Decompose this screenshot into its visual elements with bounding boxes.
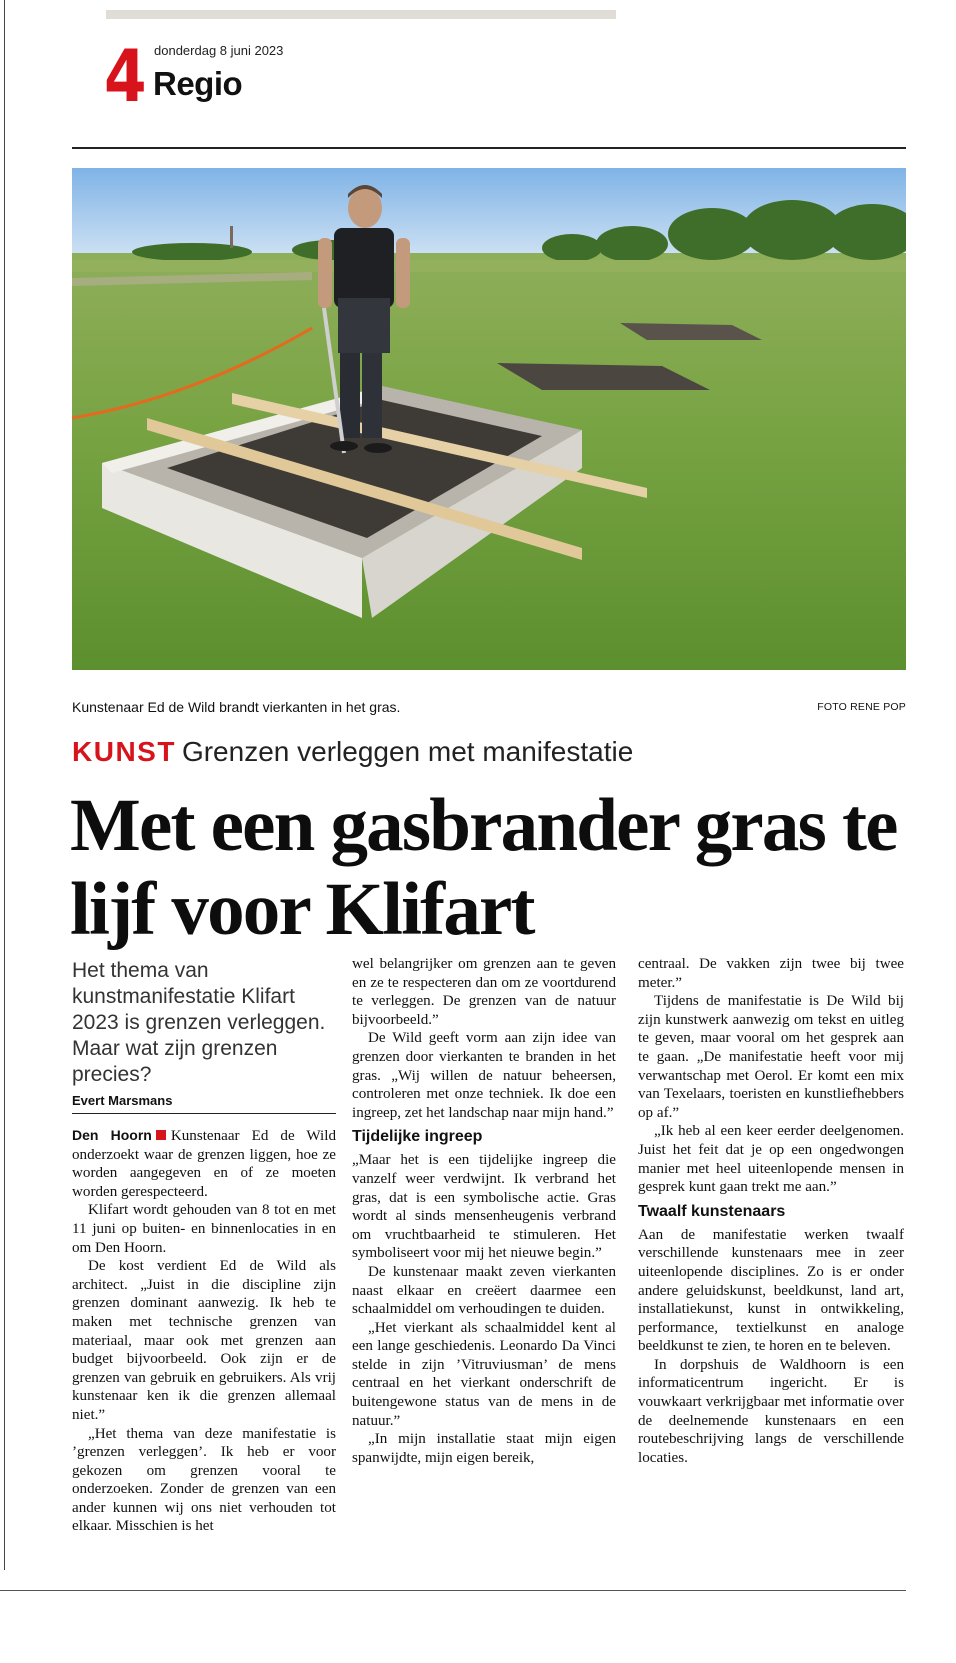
subheading: Twaalf kunstenaars — [638, 1202, 786, 1220]
section-title: Regio — [153, 65, 243, 102]
article-column-3 — [638, 955, 904, 1467]
paragraph: „Het vierkant als schaalmiddel kent al een lange geschiedenis. Leonardo Da Vinci stelde in zijn ’Vitruviusman’ de mens centraal en het vierkant onderschrift de buitengewone status van de mens in de natuur.” — [352, 1319, 616, 1429]
kicker-tag: KUNST — [72, 736, 176, 767]
paragraph: wel belangrijker om grenzen aan te geven en ze te respecteren dan om ze voortdurend te verleggen. De grenzen van de natuur bijvoorbeeld.” — [352, 956, 616, 1028]
dateline-marker — [156, 1130, 166, 1140]
dateline: Den Hoorn — [72, 1127, 152, 1143]
page-margin-line — [4, 0, 5, 1570]
page-number: 4 — [104, 34, 145, 118]
paragraph: In dorpshuis de Waldhoorn is een informaticentrum ingericht. Er is vouwkaart verkrijgbaar met informatie over de deelnemende kunstenaars en een routebeschrijving langs de verschillende locaties. — [638, 1356, 904, 1466]
photo-credit: FOTO RENE POP — [817, 701, 906, 713]
publication-date: donderdag 8 juni 2023 — [154, 43, 284, 58]
paragraph-text: Kunstenaar Ed de Wild onderzoekt waar de grenzen liggen, hoe ze worden aangegeven en of ze moeten worden gerespecteerd. — [72, 1128, 336, 1200]
photo-caption: Kunstenaar Ed de Wild brandt vierkanten in het gras. — [72, 699, 401, 715]
paragraph: „Maar het is een tijdelijke ingreep die vanzelf weer verdwijnt. Ik verbrand het gras, dat is een symbolische actie. Gras wordt al sinds mensenheugenis verbrand om vruchtbaarheid te stimuleren. Het symboliseert voor mij het nieuwe begin.” — [352, 1152, 616, 1262]
headline: Met een gasbrander gras te lijf voor Klifart — [70, 784, 897, 951]
paragraph: centraal. De vakken zijn twee bij twee meter.” — [638, 956, 904, 991]
header-decor-bar — [106, 10, 616, 19]
paragraph: Tijdens de manifestatie is De Wild bij zijn kunstwerk aanwezig om tekst en uitleg te geven, maar vooral om het gesprek aan te gaan. „De manifestatie heeft voor mij verwantschap met Oerol. Er komt een mix van Texelaars, toeristen en kunstliefhebbers op af.” — [638, 993, 904, 1121]
paragraph: „In mijn installatie staat mijn eigen spanwijdte, mijn eigen bereik, — [352, 1431, 616, 1466]
paragraph — [72, 1126, 336, 1201]
paragraph: Klifart wordt gehouden van 8 tot en met 11 juni op buiten- en binnenlocaties in en om Den Hoorn. — [72, 1202, 336, 1256]
paragraph: De Wild geeft vorm aan zijn idee van grenzen door vierkanten te branden in het gras. „Wij willen de natuur beheersen, controleren met onze techniek. Ik doe een ingreep, zet het landschap naar mijn hand.” — [352, 1030, 616, 1121]
article-photo — [72, 168, 906, 670]
article-intro: Het thema van kunstmanifestatie Klifart 2023 is grenzen verleggen. Maar wat zijn grenzen precies? — [72, 959, 326, 1086]
kicker-text: Grenzen verleggen met manifestatie — [181, 736, 634, 767]
paragraph: Aan de manifestatie werken twaalf verschillende kunstenaars mee in zeer uiteenlopende disciplines. Zo is er onder andere geluidskunst, beeldkunst, land art, installatiekunst, kunst in ontwikkeling, performance, textielkunst en analoge beeldkunst te zien, te horen en te beleven. — [638, 1226, 904, 1355]
paragraph: De kost verdient Ed de Wild als architect. „Juist in die discipline zijn grenzen dominant aanwezig. Ik heb te maken met technische grenzen van materiaal, maar ook met grenzen aan budget bijvoorbeeld. Ook zijn er de grenzen van gebruik en gebruikers. Als vrij kunstenaar ken ik die grenzen allemaal niet.” — [72, 1258, 336, 1423]
paragraph: De kunstenaar maakt zeven vierkanten naast elkaar en creëert daarmee een schaalmiddel om verhoudingen te duiden. — [352, 1263, 616, 1318]
footer-rule — [0, 1590, 906, 1591]
article-column-2 — [352, 955, 616, 1467]
byline-rule — [72, 1113, 336, 1114]
subheading: Tijdelijke ingreep — [352, 1128, 483, 1146]
paragraph: „Het thema van deze manifestatie is ’grenzen verleggen’. Ik heb er voor gekozen om grenzen vooral te onderzoeken. Zonder de grenzen van een ander kunnen wij ons niet verhouden tot elkaar. Misschien is het — [72, 1425, 336, 1535]
article-column-1 — [72, 1126, 336, 1536]
byline: Evert Marsmans — [72, 1093, 173, 1108]
paragraph: „Ik heb al een keer eerder deelgenomen. Juist het feit dat je op een ongedwongen manier met heel uiteenlopende mensen in gesprek kunt gaan trekt me aan.” — [638, 1123, 904, 1196]
header-rule — [72, 147, 906, 149]
kicker — [72, 736, 633, 768]
